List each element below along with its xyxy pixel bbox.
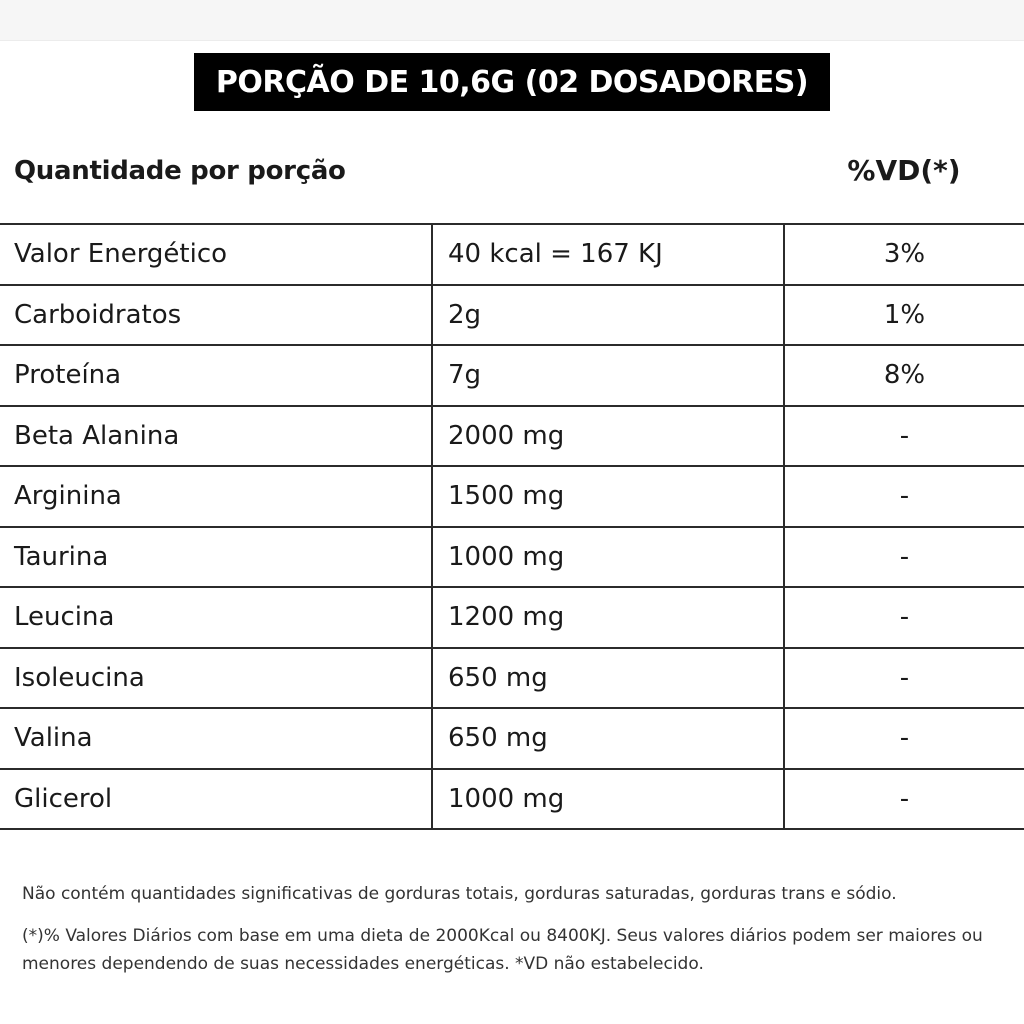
table-row: [0, 466, 1024, 527]
nutrient-amount: 40 kcal = 167 KJ: [432, 224, 784, 285]
nutrient-amount: 650 mg: [432, 708, 784, 769]
nutrient-daily-value: 3%: [784, 224, 1024, 285]
nutrient-daily-value: -: [784, 587, 1024, 648]
nutrient-daily-value: -: [784, 648, 1024, 709]
nutrient-name: Valina: [0, 708, 432, 769]
nutrient-amount: 1000 mg: [432, 527, 784, 588]
table-row: [0, 708, 1024, 769]
nutrient-amount: 2g: [432, 285, 784, 346]
table-row: [0, 527, 1024, 588]
nutrient-name: Carboidratos: [0, 285, 432, 346]
nutrient-daily-value: -: [784, 708, 1024, 769]
header-amount-per-serving: Quantidade por porção: [14, 156, 346, 186]
nutrient-amount: 2000 mg: [432, 406, 784, 467]
nutrient-amount: 650 mg: [432, 648, 784, 709]
table-row: [0, 345, 1024, 406]
nutrient-name: Arginina: [0, 466, 432, 527]
table-row: [0, 769, 1024, 830]
nutrient-name: Taurina: [0, 527, 432, 588]
serving-title: PORÇÃO DE 10,6G (02 DOSADORES): [194, 53, 830, 111]
nutrient-amount: 7g: [432, 345, 784, 406]
nutrient-name: Isoleucina: [0, 648, 432, 709]
nutrient-daily-value: -: [784, 466, 1024, 527]
top-strip: [0, 0, 1024, 41]
table-row: [0, 224, 1024, 285]
table-row: [0, 587, 1024, 648]
nutrient-name: Beta Alanina: [0, 406, 432, 467]
nutrient-name: Valor Energético: [0, 224, 432, 285]
header-daily-value: %VD(*): [847, 154, 961, 187]
table-row: [0, 406, 1024, 467]
nutrient-name: Leucina: [0, 587, 432, 648]
nutrient-daily-value: 8%: [784, 345, 1024, 406]
nutrient-amount: 1500 mg: [432, 466, 784, 527]
table-row: [0, 285, 1024, 346]
nutrient-name: Glicerol: [0, 769, 432, 830]
table-header: [0, 148, 1024, 198]
footnote-nonsignificant: Não contém quantidades significativas de gorduras totais, gorduras saturadas, gorduras trans e sódio.: [22, 884, 897, 904]
nutrient-daily-value: -: [784, 769, 1024, 830]
nutrient-name: Proteína: [0, 345, 432, 406]
nutrient-amount: 1000 mg: [432, 769, 784, 830]
footnote-daily-values: (*)% Valores Diários com base em uma dieta de 2000Kcal ou 8400KJ. Seus valores diários podem ser maiores ou menores dependendo de suas necessidades energéticas. *VD não estabelecido.: [22, 926, 983, 974]
nutrition-table: [0, 223, 1024, 830]
table-row: [0, 648, 1024, 709]
nutrient-daily-value: -: [784, 527, 1024, 588]
nutrient-amount: 1200 mg: [432, 587, 784, 648]
nutrient-daily-value: 1%: [784, 285, 1024, 346]
nutrient-daily-value: -: [784, 406, 1024, 467]
